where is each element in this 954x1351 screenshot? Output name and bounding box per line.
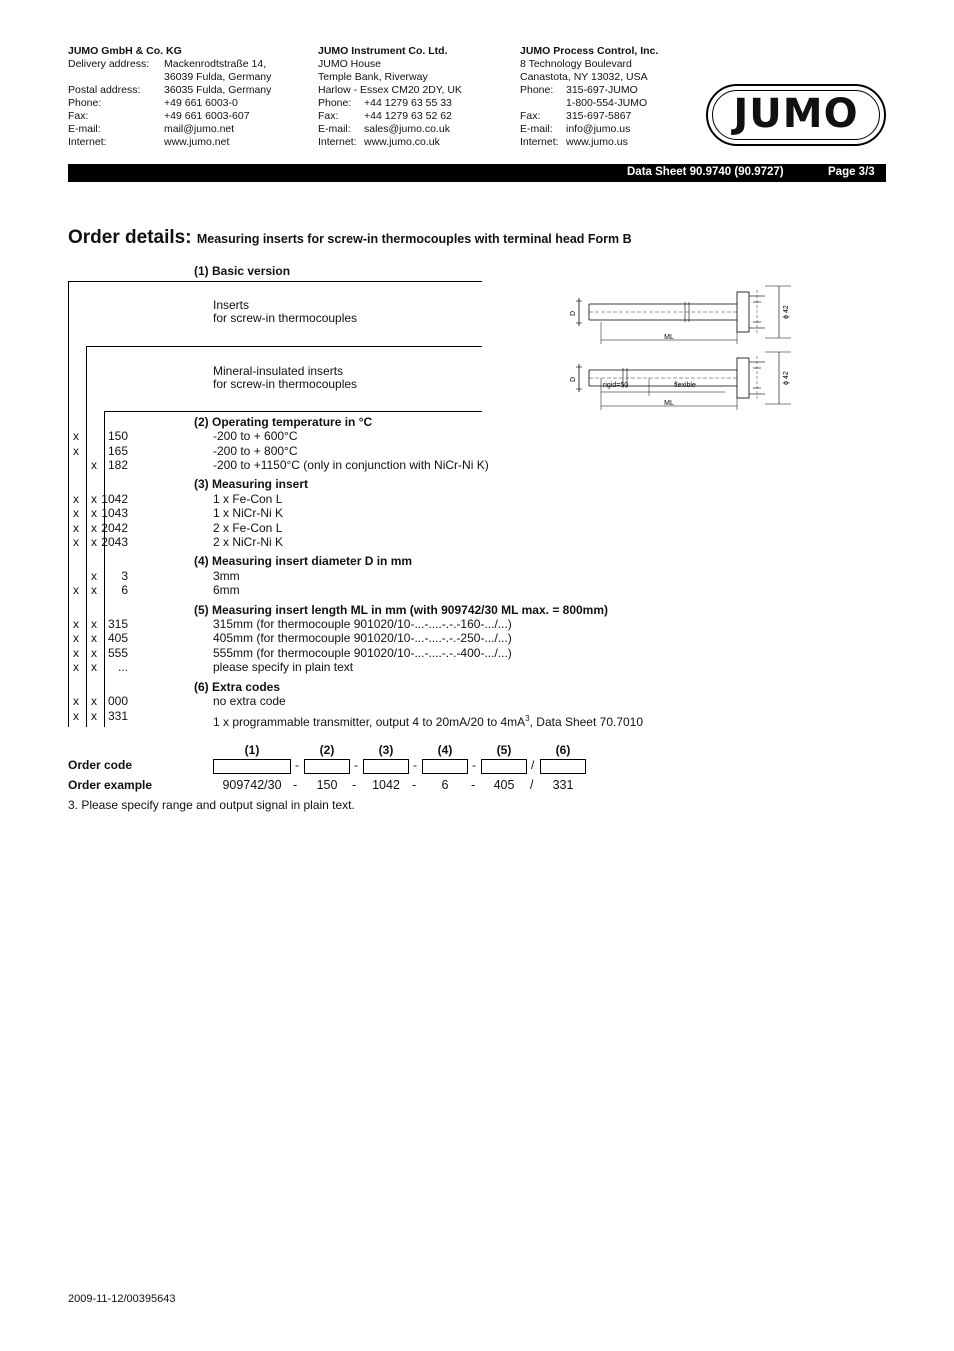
section-title-length: (5) Measuring insert length ML in mm (with 909742/30 ML max. = 800mm) — [194, 603, 609, 617]
order-head-1: (1) — [244, 743, 260, 757]
dim-phi: ϕ 42 — [783, 371, 790, 385]
us-row: Internet: www.jumo.us — [520, 136, 628, 148]
order-separator: - — [295, 758, 299, 772]
option-row: x x 000 no extra code — [73, 694, 286, 708]
option-row: x x 555 555mm (for thermocouple 901020/10-...-....-.-.-400-.../...) — [73, 646, 512, 660]
document-footer: 2009-11-12/00395643 — [68, 1293, 176, 1305]
desc-line: for screw-in thermocouples — [213, 377, 358, 391]
us-row: Fax: 315-697-5867 — [520, 110, 632, 122]
order-separator: - — [413, 758, 417, 772]
order-field-2[interactable] — [304, 759, 350, 774]
option-row: x x 2042 2 x Fe-Con L — [73, 521, 283, 535]
order-head-4: (4) — [437, 743, 453, 757]
dim-d: D — [570, 310, 577, 316]
de-row: Delivery address: Mackenrodtstraße 14, — [68, 58, 267, 70]
order-example-1: 909742/30 — [222, 778, 282, 792]
order-separator: - — [354, 758, 358, 772]
de-row: 36039 Fulda, Germany — [164, 71, 272, 83]
footnote: 3. Please specify range and output signal in plain text. — [68, 798, 355, 812]
section-title-basic-version: (1) Basic version — [194, 264, 291, 278]
insert-drawing-30 — [565, 282, 797, 346]
de-row: Fax: +49 661 6003-607 — [68, 110, 250, 122]
dim-ml: ML — [664, 334, 674, 341]
order-example-5: 405 — [493, 778, 515, 792]
option-row: x x ... please specify in plain text — [73, 660, 354, 674]
desc-line: Mineral-insulated inserts — [213, 364, 344, 378]
option-row: x 165 -200 to + 800°C — [73, 444, 298, 458]
order-code-label: Order code — [68, 758, 133, 772]
option-row: x 3 3mm — [91, 569, 240, 583]
uk-row: E-mail: sales@jumo.co.uk — [318, 123, 450, 135]
order-example-2: 150 — [316, 778, 338, 792]
section-title-extra-codes: (6) Extra codes — [194, 680, 281, 694]
order-head-2: (2) — [319, 743, 335, 757]
section-title-measuring-insert: (3) Measuring insert — [194, 477, 309, 491]
company-name-de: JUMO GmbH & Co. KG — [68, 45, 182, 57]
address-germany — [68, 45, 271, 149]
de-row: Postal address: 36035 Fulda, Germany — [68, 84, 272, 96]
option-row: x x 331 — [73, 709, 128, 723]
us-row: 1-800-554-JUMO — [566, 97, 648, 109]
datasheet-bar — [68, 164, 886, 182]
uk-line: Harlow - Essex CM20 2DY, UK — [318, 84, 462, 96]
order-field-4[interactable] — [422, 759, 468, 774]
option-row: x x 6 6mm — [73, 583, 240, 597]
section-title-diameter: (4) Measuring insert diameter D in mm — [194, 554, 413, 568]
label-flexible: flexible — [674, 382, 696, 389]
order-separator: - — [352, 778, 357, 792]
order-field-1[interactable] — [213, 759, 291, 774]
order-separator: / — [531, 758, 535, 772]
us-line: Canastota, NY 13032, USA — [520, 71, 648, 83]
dim-ml: ML — [664, 400, 674, 407]
option-row: x x 1043 1 x NiCr-Ni K — [73, 506, 284, 520]
de-row: Internet: www.jumo.net — [68, 136, 230, 148]
de-row: E-mail: mail@jumo.net — [68, 123, 235, 135]
option-row: x x 2043 2 x NiCr-Ni K — [73, 535, 284, 549]
us-line: 8 Technology Boulevard — [520, 58, 632, 70]
dim-d: D — [570, 376, 577, 382]
uk-row: Internet: www.jumo.co.uk — [318, 136, 440, 148]
page-title — [68, 227, 632, 249]
order-separator: - — [472, 758, 476, 772]
order-example-6: 331 — [552, 778, 574, 792]
order-example-label: Order example — [68, 778, 153, 792]
bracket-line — [68, 281, 482, 282]
order-separator: / — [530, 778, 534, 792]
jumo-logo — [706, 84, 886, 146]
bracket-line — [104, 411, 482, 412]
order-field-5[interactable] — [481, 759, 527, 774]
option-row: x x 405 405mm (for thermocouple 901020/10-...-....-.-.-250-.../...) — [73, 631, 512, 645]
us-row: E-mail: info@jumo.us — [520, 123, 631, 135]
order-field-3[interactable] — [363, 759, 409, 774]
uk-line: Temple Bank, Riverway — [318, 71, 428, 83]
order-head-5: (5) — [496, 743, 512, 757]
company-name-us: JUMO Process Control, Inc. — [520, 45, 659, 57]
de-row: Phone: +49 661 6003-0 — [68, 97, 238, 109]
desc-line: for screw-in thermocouples — [213, 311, 358, 325]
order-head-3: (3) — [378, 743, 394, 757]
option-row: x x 1042 1 x Fe-Con L — [73, 492, 283, 506]
uk-row: Phone: +44 1279 63 55 33 — [318, 97, 452, 109]
company-name-uk: JUMO Instrument Co. Ltd. — [318, 45, 448, 57]
logo-text: JUMO — [733, 91, 859, 137]
option-row: x 182 -200 to +1150°C (only in conjunction with NiCr-Ni K) — [91, 458, 489, 472]
label-rigid: rigid=50 — [603, 382, 629, 389]
order-example-3: 1042 — [372, 778, 400, 792]
basic-version-desc — [213, 365, 357, 391]
page-number: Page 3/3 — [828, 166, 875, 178]
order-separator: - — [293, 778, 298, 792]
extra-code-331-desc: 1 x programmable transmitter, output 4 to 20mA/20 to $4mA^3$, Data Sheet 70.7010 — [213, 714, 644, 729]
order-example-4: 6 — [441, 778, 449, 792]
basic-version-desc — [213, 299, 357, 325]
insert-drawing-40 — [565, 348, 797, 412]
desc-line: Inserts — [213, 298, 250, 312]
dim-phi: ϕ 42 — [783, 305, 790, 319]
section-title-temperature: (2) Operating temperature in °C — [194, 415, 373, 429]
datasheet-number: Data Sheet 90.9740 (90.9727) — [627, 166, 784, 178]
order-field-6[interactable] — [540, 759, 586, 774]
bracket-line — [86, 346, 482, 347]
order-head-6: (6) — [555, 743, 571, 757]
order-separator: - — [412, 778, 417, 792]
uk-line: JUMO House — [318, 58, 382, 70]
option-row: x x 315 315mm (for thermocouple 901020/10-...-....-.-.-160-.../...) — [73, 617, 512, 631]
address-us — [520, 45, 658, 149]
order-separator: - — [471, 778, 476, 792]
title-main: Order details: — [68, 227, 192, 248]
address-uk — [318, 45, 462, 149]
option-row: x 150 -200 to + 600°C — [73, 429, 298, 443]
us-row: Phone: 315-697-JUMO — [520, 84, 638, 96]
uk-row: Fax: +44 1279 63 52 62 — [318, 110, 452, 122]
title-sub: Measuring inserts for screw-in thermocouples with terminal head Form B — [196, 232, 632, 246]
